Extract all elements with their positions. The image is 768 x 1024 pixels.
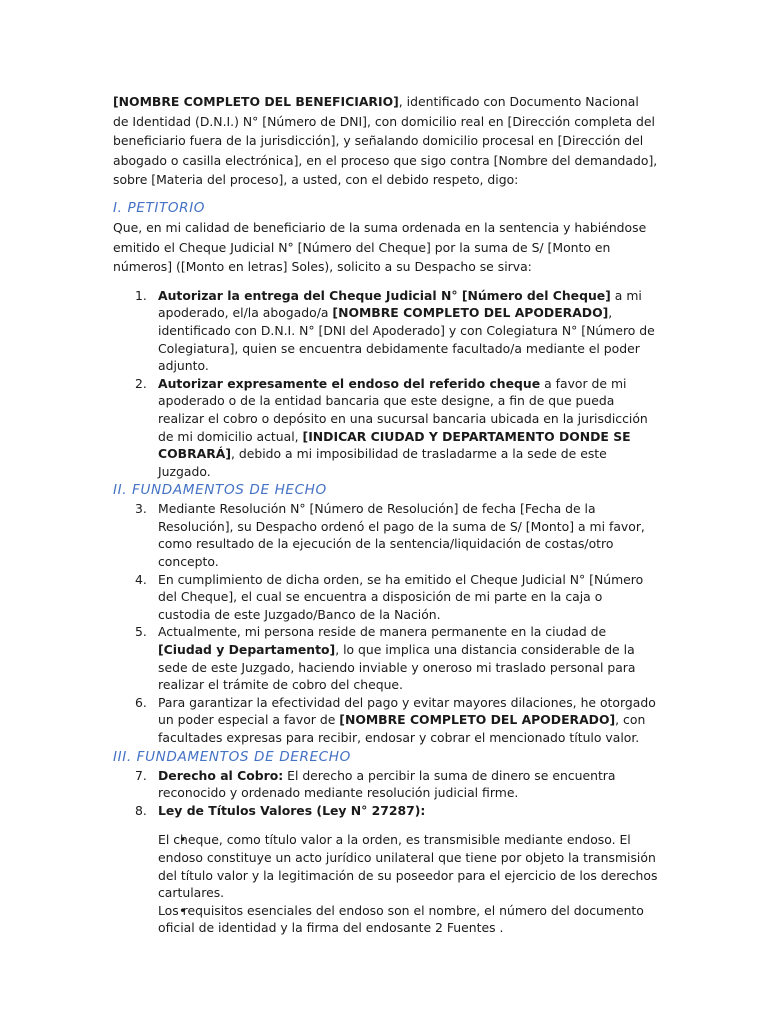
document-body [113, 92, 658, 937]
item-text: Actualmente, mi persona reside de manera permanente en la ciudad de [158, 624, 607, 640]
list-item-number: 1. [135, 287, 147, 303]
list-item [113, 500, 658, 570]
derecho-list [113, 767, 658, 820]
bold-text: [INDICAR CIUDAD Y DEPARTAMENTO DONDE SE COBRARÁ] [158, 428, 631, 462]
bullet-icon [179, 902, 186, 920]
list-item-number: 8. [135, 802, 147, 818]
bold-text: Autorizar la entrega del Cheque Judicial N° [Número del Cheque] [158, 287, 611, 303]
item-text: a favor de mi apoderado o de la entidad bancaria que este designe, a fin de que pueda realizar el cobro o depósito en una sucursal bancaria ubicada en la jurisdicción de mi domicilio actual, [158, 375, 648, 444]
bullet-item [113, 902, 658, 937]
item-text: , debido a mi imposibilidad de trasladarme a la sede de este Juzgado. [158, 446, 607, 479]
item-text: , identificado con D.N.I. N° [DNI del Apoderado] y con Colegiatura N° [Número de Colegiatura], quien se encuentra debidamente facultado/a mediante el poder adjunto. [158, 305, 655, 374]
item-text: , lo que implica una distancia considerable de la sede de este Juzgado, haciendo inviable y oneroso mi traslado personal para realizar el trámite de cobro del cheque. [158, 642, 636, 693]
list-item-number: 6. [135, 694, 147, 710]
item-text: Mediante Resolución N° [Número de Resolución] de fecha [Fecha de la Resolución], su Despacho ordenó el pago de la suma de S/ [Monto] a mi favor, como resultado de la ejecución de la sentencia/liquidación de costas/otro concepto. [158, 501, 645, 570]
intro-text: , identificado con Documento Nacional de Identidad (D.N.I.) N° [Número de DNI], con domicilio real en [Dirección completa del beneficiario fuera de la jurisdicción], y señalando domicilio procesal en [Dirección del abogado o casilla electrónica], en el proceso que sigo contra [Nombre del demandado], sobre [Materia del proceso], a usted, con el debido respeto, digo: [113, 94, 658, 188]
section-heading-derecho: III. FUNDAMENTOS DE DERECHO [113, 748, 351, 765]
bullet-item [113, 831, 658, 901]
bold-text: [Ciudad y Departamento] [158, 642, 336, 658]
item-text: a mi apoderado, el/la abogado/a [158, 287, 642, 321]
bold-text: [NOMBRE COMPLETO DEL APODERADO] [332, 305, 609, 321]
item-text: El derecho a percibir la suma de dinero se encuentra reconocido y ordenado mediante resolución judicial firme. [158, 767, 616, 801]
bold-text: Ley de Títulos Valores (Ley N° 27287): [158, 802, 426, 818]
intro-paragraph [113, 92, 658, 190]
list-item-number: 2. [135, 375, 147, 391]
list-item [113, 571, 658, 624]
list-item [113, 287, 658, 375]
item-text: , con facultades expresas para recibir, endosar y cobrar el mencionado título valor. [158, 712, 646, 745]
bold-text: Autorizar expresamente el endoso del referido cheque [158, 375, 541, 391]
list-item [113, 623, 658, 693]
bold-text: Derecho al Cobro: [158, 767, 284, 783]
list-item-number: 4. [135, 571, 147, 587]
list-item [113, 802, 658, 820]
bold-text: [NOMBRE COMPLETO DEL APODERADO] [339, 712, 616, 728]
section-heading-petitorio: I. PETITORIO [113, 199, 206, 216]
list-item [113, 375, 658, 481]
beneficiary-name-placeholder: [NOMBRE COMPLETO DEL BENEFICIARIO] [113, 94, 399, 109]
bullet-icon [179, 831, 186, 849]
list-item [113, 767, 658, 802]
item-text: En cumplimiento de dicha orden, se ha emitido el Cheque Judicial N° [Número del Cheque], el cual se encuentra a disposición de mi parte en la caja o custodia de este Juzgado/Banco de la Nación. [158, 571, 644, 622]
bullet-text: El cheque, como título valor a la orden, es transmisible mediante endoso. El endoso constituye un acto jurídico unilateral que tiene por objeto la transmisión del título valor y la legitimación de su poseedor para el ejercicio de los derechos cartulares. [158, 832, 658, 901]
bullet-text: Los requisitos esenciales del endoso son el nombre, el número del documento oficial de identidad y la firma del endosante 2 Fuentes . [158, 902, 644, 936]
list-item-number: 7. [135, 767, 147, 783]
bullet-list [113, 831, 658, 937]
petitorio-paragraph: Que, en mi calidad de beneficiario de la suma ordenada en la sentencia y habiéndose emitido el Cheque Judicial N° [Número del Cheque] por la suma de S/ [Monto en números] ([Monto en letras] Soles), solicito a su Despacho se sirva: [113, 219, 647, 275]
petitorio-list [113, 287, 658, 481]
list-item [113, 694, 658, 747]
section-heading-hecho: II. FUNDAMENTOS DE HECHO [113, 482, 327, 499]
list-item-number: 5. [135, 624, 147, 640]
list-item-number: 3. [135, 501, 147, 517]
hecho-list [113, 500, 658, 746]
item-text: Para garantizar la efectividad del pago y evitar mayores dilaciones, he otorgado un poder especial a favor de [158, 694, 656, 728]
